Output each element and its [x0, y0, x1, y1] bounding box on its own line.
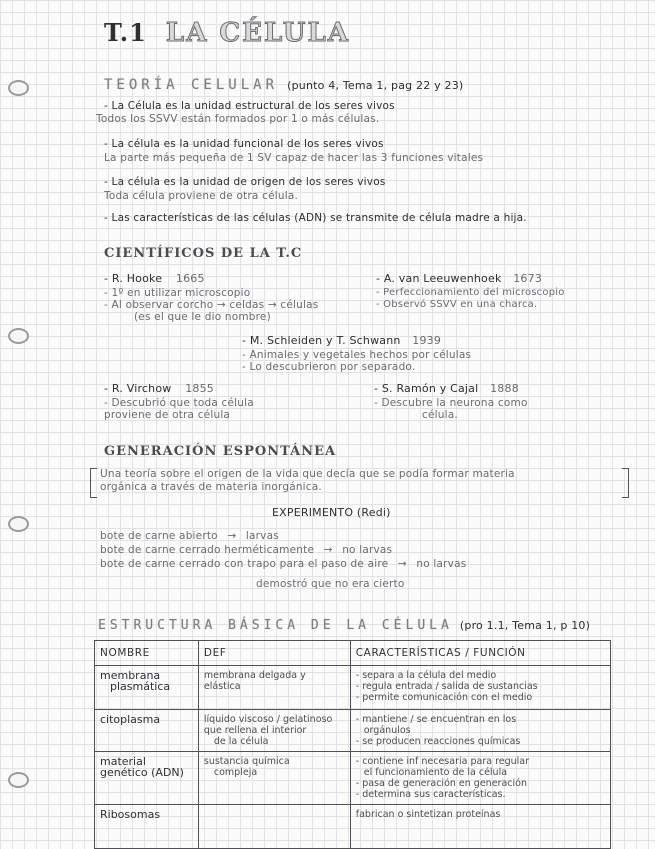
- title-prefix: T.1: [104, 18, 147, 47]
- cell-line: orgánulos: [363, 725, 411, 736]
- experiment-row: [100, 530, 279, 542]
- scientist-year: 1665: [175, 272, 205, 285]
- definition-line: Una teoría sobre el origen de la vida que decía que se podía formar materia: [100, 468, 515, 480]
- cell-line: - mantiene / se encuentran en los: [355, 714, 517, 725]
- experiment-result: no larvas: [342, 544, 393, 556]
- cell-line: compleja: [213, 767, 258, 778]
- experiment-setup: bote de carne cerrado con trapo para el paso de aire: [100, 558, 389, 570]
- scientist-name: - A. van Leeuwenhoek: [376, 272, 502, 285]
- experiment-result: no larvas: [416, 558, 467, 570]
- teoria-header: [104, 74, 463, 93]
- cientificos-heading: CIENTÍFICOS DE LA T.C: [104, 246, 303, 261]
- experiment-row: [100, 544, 392, 556]
- scientist-year: 1939: [412, 334, 442, 347]
- binder-hole: [8, 516, 29, 532]
- cell-line: - contiene inf necesaria para regular: [355, 756, 530, 767]
- table-row: [95, 710, 611, 752]
- teoria-point-2: - La célula es la unidad funcional de los seres vivos: [104, 138, 384, 150]
- cell-line: material: [100, 755, 146, 768]
- scientist-fact: proviene de otra célula: [104, 409, 231, 421]
- cell-func: [350, 666, 610, 710]
- generacion-definition: [100, 468, 515, 494]
- table-row: [95, 752, 611, 805]
- cell-line: - regula entrada / salida de sustancias: [355, 681, 538, 692]
- arrow-icon: →: [397, 558, 407, 570]
- table-row: [95, 805, 611, 849]
- cell-line: fabrican o sintetizan proteínas: [355, 809, 501, 820]
- cell-name: [95, 710, 199, 752]
- cell-line: el funcionamiento de la célula: [363, 767, 508, 778]
- bracket-right: [622, 468, 629, 498]
- definition-line: orgánica a través de materia inorgánica.: [100, 481, 322, 493]
- teoria-point-3: - La célula es la unidad de origen de los seres vivos: [104, 176, 386, 188]
- binder-hole: [8, 772, 29, 788]
- table-row: [95, 666, 611, 710]
- cell-line: elástica: [203, 681, 241, 692]
- scientist-virchow: [104, 382, 254, 421]
- cell-def: [198, 710, 350, 752]
- cell-name: [95, 805, 199, 849]
- estructura-header: [98, 614, 590, 633]
- binder-hole: [8, 80, 29, 96]
- cell-func: [350, 710, 610, 752]
- cell-line: sustancia química: [203, 756, 290, 767]
- bracket-left: [90, 468, 97, 498]
- scientist-ramon-cajal: [374, 382, 528, 421]
- page-title: [104, 18, 350, 48]
- cell-name: [95, 666, 199, 710]
- scientist-schleiden-schwann: [242, 334, 471, 373]
- scientist-name: - R. Hooke: [104, 272, 163, 285]
- experiment-setup: bote de carne abierto: [100, 530, 218, 542]
- teoria-point-2-sub: La parte más pequeña de 1 SV capaz de hacer las 3 funciones vitales: [104, 152, 484, 164]
- scientist-fact: - Animales y vegetales hechos por células: [242, 349, 472, 361]
- cell-line: genético (ADN): [100, 766, 184, 779]
- cell-def: [198, 666, 350, 710]
- column-header: DEF: [198, 641, 350, 666]
- experiment-conclusion: demostró que no era cierto: [256, 578, 405, 590]
- cell-line: - pasa de generación en generación: [355, 778, 527, 789]
- teoria-point-4: - Las características de las células (ADN) se transmite de célula madre a hija.: [104, 212, 527, 224]
- estructura-table: [94, 640, 611, 849]
- estructura-heading: ESTRUCTURA BÁSICA DE LA CÉLULA: [98, 618, 453, 633]
- cell-line: membrana: [100, 669, 161, 682]
- cell-line: - determina sus características.: [355, 789, 506, 800]
- binder-hole: [8, 328, 29, 344]
- scientist-fact: - Descubre la neurona como: [374, 397, 528, 409]
- scientist-fact: - Lo descubrieron por separado.: [242, 361, 416, 373]
- scientist-fact: - Observó SSVV en una charca.: [376, 299, 538, 310]
- scientist-fact: - Perfeccionamiento del microscopio: [376, 287, 565, 298]
- cell-line: membrana delgada y: [203, 670, 306, 681]
- cell-line: plasmática: [110, 680, 171, 693]
- scientist-hooke: [104, 272, 318, 323]
- cell-def: [198, 752, 350, 805]
- scientist-year: 1673: [513, 272, 543, 285]
- cell-line: de la célula: [213, 736, 269, 747]
- experiment-setup: bote de carne cerrado herméticamente: [100, 544, 315, 556]
- cell-func: [350, 805, 610, 849]
- scientist-fact: célula.: [422, 409, 458, 421]
- cell-line: citoplasma: [100, 713, 161, 726]
- column-header: NOMBRE: [95, 641, 199, 666]
- cell-line: - separa a la célula del medio: [355, 670, 497, 681]
- title-main: LA CÉLULA: [165, 18, 350, 48]
- experiment-title: EXPERIMENTO (Redi): [272, 506, 391, 519]
- teoria-point-3-sub: Toda célula proviene de otra célula.: [104, 190, 298, 202]
- scientist-name: - S. Ramón y Cajal: [374, 382, 479, 395]
- scientist-leeuwenhoek: [376, 272, 565, 311]
- scientist-name: - R. Virchow: [104, 382, 172, 395]
- cell-line: - se producen reacciones químicas: [355, 736, 521, 747]
- teoria-point-1: - La Célula es la unidad estructural de los seres vivos: [104, 100, 395, 112]
- cell-line: que rellena el interior: [203, 725, 307, 736]
- experiment-row: [100, 558, 466, 570]
- cell-line: líquido viscoso / gelatinoso: [203, 714, 333, 725]
- experiment-result: larvas: [245, 530, 279, 542]
- estructura-reference: (pro 1.1, Tema 1, p 10): [459, 619, 591, 632]
- scientist-fact: - 1º en utilizar microscopio: [104, 287, 251, 299]
- cell-func: [350, 752, 610, 805]
- teoria-heading: TEORÍA CELULAR: [104, 77, 279, 93]
- arrow-icon: →: [323, 544, 333, 556]
- scientist-name: - M. Schleiden y T. Schwann: [242, 334, 401, 347]
- teoria-point-1-sub: Todos los SSVV están formados por 1 o más células.: [96, 113, 380, 125]
- cell-def: [198, 805, 350, 849]
- arrow-icon: →: [227, 530, 237, 542]
- cell-line: - permite comunicación con el medio: [355, 692, 533, 703]
- scientist-fact: (es el que le dio nombre): [134, 311, 271, 323]
- teoria-reference: (punto 4, Tema 1, pag 22 y 23): [287, 79, 464, 92]
- scientist-year: 1855: [185, 382, 214, 395]
- table-header-row: [95, 641, 611, 666]
- scientist-fact: - Al observar corcho → celdas → células: [104, 299, 319, 311]
- cell-name: [95, 752, 199, 805]
- column-header: CARACTERÍSTICAS / FUNCIÓN: [350, 641, 610, 666]
- scientist-year: 1888: [490, 382, 519, 395]
- scientist-fact: - Descubrió que toda célula: [104, 397, 254, 409]
- cell-line: Ribosomas: [100, 808, 161, 821]
- generacion-heading: GENERACIÓN ESPONTÁNEA: [104, 444, 337, 459]
